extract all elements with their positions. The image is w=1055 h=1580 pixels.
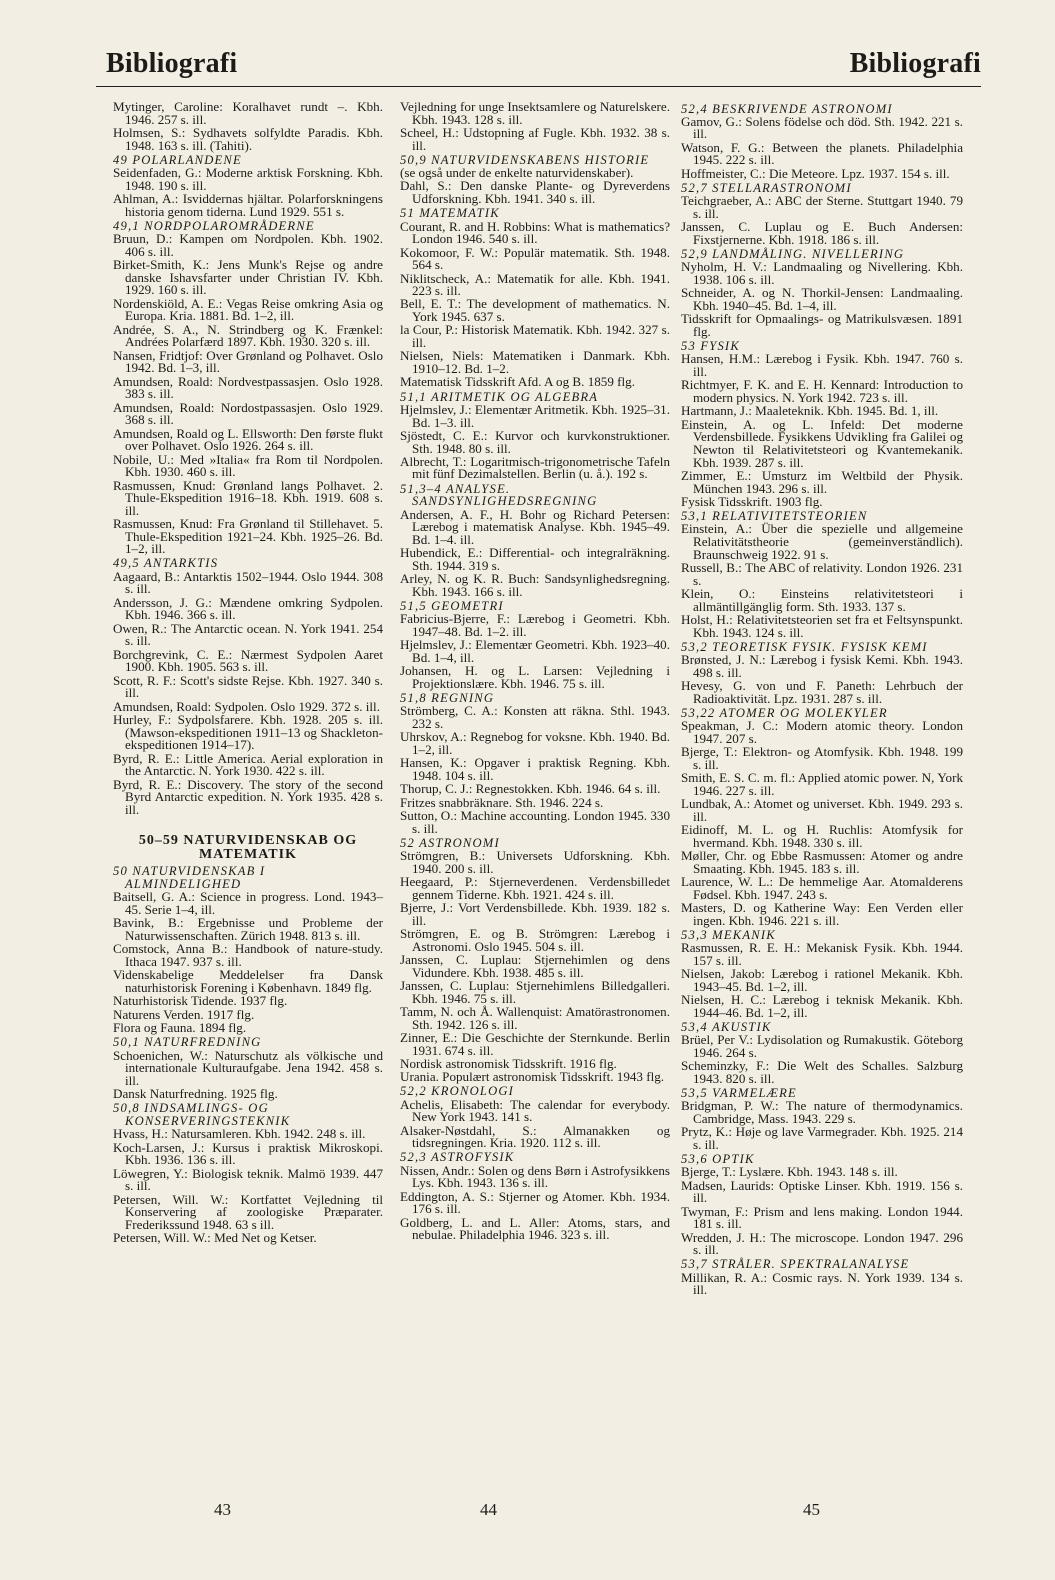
- bibliography-entry: Laurence, W. L.: De hemmelige Aar. Atomalderens Fødsel. Kbh. 1947. 243 s.: [681, 874, 963, 902]
- section-heading: 53,22 ATOMER OG MOLEKYLER: [681, 705, 888, 720]
- bibliography-entry: Einstein, A.: Über die spezielle und allgemeine Relativitätstheorie (gemeinverständlich). Braunschweig 1922. 91 s.: [681, 521, 963, 562]
- bibliography-entry: Arley, N. og K. R. Buch: Sandsynlighedsregning. Kbh. 1943. 166 s. ill.: [400, 571, 670, 599]
- bibliography-entry: Hansen, K.: Opgaver i praktisk Regning. Kbh. 1948. 104 s. ill.: [400, 755, 670, 783]
- bibliography-entry: Hartmann, J.: Maaleteknik. Kbh. 1945. Bd. 1, ill.: [681, 403, 939, 419]
- bibliography-entry: Strömberg, C. A.: Konsten att räkna. Sthl. 1943. 232 s.: [400, 703, 670, 731]
- bibliography-entry: Bell, E. T.: The development of mathematics. N. York 1945. 637 s.: [400, 296, 670, 325]
- bibliography-entry: Scheminzky, F.: Die Welt des Schalles. Salzburg 1943. 820 s. ill.: [681, 1058, 963, 1086]
- bibliography-entry: Vejledning for unge Insektsamlere og Naturelskere. Kbh. 1943. 128 s. ill.: [400, 99, 670, 127]
- header-title-right: Bibliografi: [849, 48, 981, 79]
- bibliography-entry: Andersen, A. F., H. Bohr og Richard Petersen: Lærebog i matematisk Analyse. Kbh. 1945–49. Bd. 1–4. ill.: [400, 506, 670, 547]
- bibliography-entry: Nielsen, H. C.: Lærebog i teknisk Mekanik. Kbh. 1944–46. Bd. 1–2, ill.: [681, 992, 963, 1020]
- bibliography-entry: Nissen, Andr.: Solen og dens Børn i Astrofysikkens Lys. Kbh. 1943. 136 s. ill.: [400, 1162, 670, 1191]
- section-heading: 51,3–4 ANALYSE. SANDSYNLIGHEDSREGNING: [400, 481, 598, 509]
- bibliography-entry: Bruun, D.: Kampen om Nordpolen. Kbh. 1902. 406 s. ill.: [113, 231, 383, 259]
- bibliography-entry: Nobile, U.: Med »Italia« fra Rom til Nordpolen. Kbh. 1930. 460 s. ill.: [113, 451, 383, 480]
- bibliography-entry: Heegaard, P.: Stjerneverdenen. Verdensbilledet gennem Tiderne. Kbh. 1921. 424 s. ill.: [400, 874, 670, 902]
- bibliography-entry: Madsen, Laurids: Optiske Linser. Kbh. 1919. 156 s. ill.: [681, 1177, 963, 1206]
- section-heading: 51,1 ARITMETIK OG ALGEBRA: [400, 389, 599, 404]
- section-heading: 53,2 TEORETISK FYSIK. FYSISK KEMI: [681, 639, 928, 654]
- section-heading: 52,9 LANDMÅLING. NIVELLERING: [681, 247, 905, 262]
- section-heading: 53 FYSIK: [681, 339, 740, 354]
- bibliography-entry: Amundsen, Roald: Sydpolen. Oslo 1929. 372 s. ill.: [113, 698, 380, 714]
- bibliography-entry: Alsaker-Nøstdahl, S.: Almanakken og tidsregningen. Kria. 1920. 112 s. ill.: [400, 1122, 670, 1151]
- bibliography-entry: Sutton, O.: Machine accounting. London 1945. 330 s. ill.: [400, 807, 670, 836]
- bibliography-entry: Hjelmslev, J.: Elementær Aritmetik. Kbh. 1925–31. Bd. 1–3. ill.: [400, 401, 670, 430]
- section-heading: 53,6 OPTIK: [681, 1151, 755, 1166]
- bibliography-entry: Fritzes snabbräknare. Sth. 1946. 224 s.: [400, 794, 604, 810]
- bibliography-entry: Owen, R.: The Antarctic ocean. N. York 1941. 254 s. ill.: [113, 620, 383, 649]
- section-heading: 53,3 MEKANIK: [681, 927, 776, 942]
- bibliography-entry: Bjerre, J.: Vort Verdensbillede. Kbh. 1939. 182 s. ill.: [400, 900, 670, 928]
- section-heading: 53,5 VARMELÆRE: [681, 1085, 797, 1100]
- bibliography-entry: Russell, B.: The ABC of relativity. London 1926. 231 s.: [681, 560, 963, 588]
- bibliography-entry: Smith, E. S. C. m. fl.: Applied atomic power. N, York 1946. 227 s. ill.: [681, 770, 963, 798]
- bibliography-entry: (se også under de enkelte naturvidenskaber).: [400, 165, 634, 181]
- section-heading: 50,1 NATURFREDNING: [113, 1035, 262, 1050]
- bibliography-entry: Amundsen, Roald: Nordvestpassasjen. Oslo 1928. 383 s. ill.: [113, 373, 383, 402]
- bibliography-entry: Nordenskiöld, A. E.: Vegas Reise omkring Asia og Europa. Kria. 1881. Bd. 1–2, ill.: [113, 295, 383, 324]
- section-heading: 49,5 ANTARKTIS: [113, 556, 219, 571]
- section-heading: 49 POLARLANDENE: [113, 152, 242, 167]
- section-heading: 50 NATURVIDENSKAB I ALMINDELIGHED: [113, 864, 266, 892]
- bibliography-entry: la Cour, P.: Historisk Matematik. Kbh. 1942. 327 s. ill.: [400, 322, 670, 351]
- bibliography-entry: Naturens Verden. 1917 flg.: [113, 1006, 255, 1022]
- bibliography-entry: Albrecht, T.: Logaritmisch-trigonometrische Tafeln mit fünf Dezimalstellen. Berlin (u. å.). 192 s.: [400, 453, 670, 482]
- bibliography-entry: Masters, D. og Katherine Way: Een Verden eller ingen. Kbh. 1946. 221 s. ill.: [681, 900, 963, 928]
- bibliography-entry: Lundbak, A.: Atomet og universet. Kbh. 1949. 293 s. ill.: [681, 796, 963, 824]
- bibliography-entry: Speakman, J. C.: Modern atomic theory. London 1947. 207 s.: [681, 718, 963, 746]
- bibliography-entry: Schneider, A. og N. Thorkil-Jensen: Landmaaling. Kbh. 1940–45. Bd. 1–4, ill.: [681, 285, 963, 313]
- bibliography-entry: Hvass, H.: Natursamleren. Kbh. 1942. 248 s. ill.: [113, 1126, 366, 1142]
- bibliography-entry: Rasmussen, Knud: Fra Grønland til Stillehavet. 5. Thule-Ekspedition 1921–24. Kbh. 1925–26. Bd. 1–2, ill.: [113, 516, 383, 557]
- bibliography-entry: Dansk Naturfredning. 1925 flg.: [113, 1086, 278, 1102]
- bibliography-entry: Hurley, F.: Sydpolsfarere. Kbh. 1928. 205 s. ill. (Mawson-ekspeditionen 1911–13 og Shackleton-ekspeditionen 1914–17).: [113, 712, 383, 753]
- bibliography-entry: Löwegren, Y.: Biologisk teknik. Malmö 1939. 447 s. ill.: [113, 1165, 383, 1194]
- bibliography-entry: Scott, R. F.: Scott's sidste Rejse. Kbh. 1927. 340 s. ill.: [113, 672, 383, 701]
- section-heading: 52,3 ASTROFYSIK: [400, 1150, 515, 1165]
- page-header: [96, 42, 981, 87]
- bibliography-entry: Borchgrevink, C. E.: Nærmest Sydpolen Aaret 1900. Kbh. 1905. 563 s. ill.: [113, 646, 383, 675]
- bibliography-entry: Rasmussen, R. E. H.: Mekanisk Fysik. Kbh. 1944. 157 s. ill.: [681, 940, 963, 968]
- column-1: [113, 101, 383, 1246]
- bibliography-entry: Hubendick, E.: Differential- och integralräkning. Sth. 1944. 319 s.: [400, 545, 670, 573]
- bibliography-entry: Hoffmeister, C.: Die Meteore. Lpz. 1937. 154 s. ill.: [681, 165, 950, 181]
- bibliography-entry: Niklitscheck, A.: Matematik for alle. Kbh. 1941. 223 s. ill.: [400, 270, 670, 299]
- bibliography-entry: Schoenichen, W.: Naturschutz als völkische und internationale Kulturaufgabe. Jena 1942. 458 s. ill.: [113, 1047, 383, 1088]
- bibliography-entry: Brüel, Per V.: Lydisolation og Rumakustik. Göteborg 1946. 264 s.: [681, 1032, 963, 1060]
- bibliography-entry: Bridgman, P. W.: The nature of thermodynamics. Cambridge, Mass. 1943. 229 s.: [681, 1098, 963, 1126]
- bibliography-entry: Møller, Chr. og Ebbe Rasmussen: Atomer og andre Smaating. Kbh. 1945. 183 s. ill.: [681, 848, 963, 876]
- bibliography-entry: Hevesy, G. von und F. Paneth: Lehrbuch der Radioaktivität. Lpz. 1931. 287 s. ill.: [681, 678, 963, 706]
- bibliography-entry: Zimmer, E.: Umsturz im Weltbild der Physik. München 1943. 296 s. ill.: [681, 467, 963, 496]
- bibliography-entry: Petersen, Will. W.: Med Net og Ketser.: [113, 1230, 317, 1246]
- bibliography-entry: Fysisk Tidsskrift. 1903 flg.: [681, 493, 823, 509]
- bibliography-entry: Janssen, C. Luplau: Stjernehimlen og dens Vidundere. Kbh. 1938. 485 s. ill.: [400, 952, 670, 980]
- bibliography-entry: Nielsen, Jakob: Lærebog i rationel Mekanik. Kbh. 1943–45. Bd. 1–2, ill.: [681, 966, 963, 994]
- bibliography-entry: Johansen, H. og L. Larsen: Vejledning i Projektionslære. Kbh. 1946. 75 s. ill.: [400, 663, 670, 691]
- bibliography-entry: Nielsen, Niels: Matematiken i Danmark. Kbh. 1910–12. Bd. 1–2.: [400, 348, 670, 377]
- bibliography-entry: Klein, O.: Einsteins relativitetsteori i allmäntillgänglig form. Sth. 1933. 137 s.: [681, 586, 963, 614]
- page-number-44: 44: [480, 1500, 497, 1519]
- section-heading: 53,4 AKUSTIK: [681, 1019, 772, 1034]
- bibliography-entry: Hjelmslev, J.: Elementær Geometri. Kbh. 1923–40. Bd. 1–4, ill.: [400, 637, 670, 665]
- section-heading: 50,8 INDSAMLINGS- OG KONSERVERINGSTEKNIK: [113, 1101, 291, 1128]
- bibliography-entry: Thorup, C. J.: Regnestokken. Kbh. 1946. 64 s. ill.: [400, 781, 661, 797]
- bibliography-entry: Aagaard, B.: Antarktis 1502–1944. Oslo 1944. 308 s. ill.: [113, 568, 383, 597]
- bibliography-entry: Nansen, Fridtjof: Over Grønland og Polhavet. Oslo 1942. Bd. 1–3, ill.: [113, 347, 383, 376]
- bibliography-entry: Teichgraeber, A.: ABC der Sterne. Stuttgart 1940. 79 s. ill.: [681, 193, 963, 221]
- bibliography-entry: Tidsskrift for Opmaalings- og Matrikulsvæsen. 1891 flg.: [681, 311, 963, 339]
- bibliography-entry: Holst, H.: Relativitetsteorien set fra et Feltsynspunkt. Kbh. 1943. 124 s. ill.: [681, 612, 963, 640]
- section-heading: 53,7 STRÅLER. SPEKTRALANALYSE: [681, 1257, 910, 1272]
- section-heading: 49,1 NORDPOLAROMRÅDERNE: [113, 218, 315, 233]
- bibliography-entry: Mytinger, Caroline: Koralhavet rundt –. Kbh. 1946. 257 s. ill.: [113, 99, 383, 127]
- bibliography-entry: Twyman, F.: Prism and lens making. London 1944. 181 s. ill.: [681, 1203, 963, 1232]
- section-heading: 53,1 RELATIVITETSTEORIEN: [681, 509, 868, 524]
- bibliography-entry: Brønsted, J. N.: Lærebog i fysisk Kemi. Kbh. 1943. 498 s. ill.: [681, 652, 963, 680]
- bibliography-entry: Rasmussen, Knud: Grønland langs Polhavet. 2. Thule-Ekspedition 1916–18. Kbh. 1919. 608 s. ill.: [113, 477, 383, 518]
- bibliography-entry: Uhrskov, A.: Regnebog for voksne. Kbh. 1940. Bd. 1–2, ill.: [400, 729, 670, 757]
- bibliography-entry: Videnskabelige Meddelelser fra Dansk naturhistorisk Forening i København. 1849 flg.: [113, 967, 383, 996]
- bibliography-entry: Bjerge, T.: Elektron- og Atomfysik. Kbh. 1948. 199 s. ill.: [681, 744, 963, 772]
- major-heading: 50–59 NATURVIDENSKAB OG MATEMATIK: [138, 833, 358, 863]
- page-number-45: 45: [803, 1500, 820, 1519]
- bibliography-entry: Wredden, J. H.: The microscope. London 1947. 296 s. ill.: [681, 1229, 963, 1258]
- bibliography-entry: Amundsen, Roald: Nordostpassasjen. Oslo 1929. 368 s. ill.: [113, 399, 383, 428]
- bibliography-entry: Zinner, E.: Die Geschichte der Sternkunde. Berlin 1931. 674 s. ill.: [400, 1029, 670, 1058]
- bibliography-entry: Richtmyer, F. K. and E. H. Kennard: Introduction to modern physics. N. York 1942. 723 s. ill.: [681, 377, 963, 406]
- bibliography-entry: Eidinoff, M. L. og H. Ruchlis: Atomfysik for hvermand. Kbh. 1948. 330 s. ill.: [681, 822, 963, 850]
- section-heading: 52,7 STELLARASTRONOMI: [681, 180, 852, 195]
- bibliography-entry: Strömgren, E. og B. Strömgren: Lærebog i Astronomi. Oslo 1945. 504 s. ill.: [400, 926, 670, 954]
- bibliography-entry: Janssen, C. Luplau: Stjernehimlens Billedgalleri. Kbh. 1946. 75 s. ill.: [400, 977, 670, 1006]
- bibliography-entry: Matematisk Tidsskrift Afd. A og B. 1859 flg.: [400, 374, 635, 390]
- bibliography-entry: Comstock, Anna B.: Handbook of nature-study. Ithaca 1947. 937 s. ill.: [113, 941, 383, 970]
- bibliography-entry: Eddington, A. S.: Stjerner og Atomer. Kbh. 1934. 176 s. ill.: [400, 1188, 670, 1217]
- bibliography-entry: Byrd, R. E.: Little America. Aerial exploration in the Antarctic. N. York 1930. 422 s. ill.: [113, 750, 383, 779]
- section-heading: 52 ASTRONOMI: [400, 835, 500, 850]
- bibliography-entry: Goldberg, L. and L. Aller: Atoms, stars, and nebulae. Philadelphia 1946. 323 s. ill.: [400, 1214, 670, 1243]
- bibliography-entry: Gamov, G.: Solens födelse och död. Sth. 1942. 221 s. ill.: [681, 113, 963, 142]
- section-heading: 51,5 GEOMETRI: [400, 598, 504, 613]
- bibliography-entry: Nyholm, H. V.: Landmaaling og Nivellering. Kbh. 1938. 106 s. ill.: [681, 259, 963, 287]
- bibliography-entry: Seidenfaden, G.: Moderne arktisk Forskning. Kbh. 1948. 190 s. ill.: [113, 165, 383, 193]
- section-heading: 51,8 REGNING: [400, 690, 495, 705]
- section-heading: 52,4 BESKRIVENDE ASTRONOMI: [681, 101, 893, 116]
- bibliography-entry: Birket-Smith, K.: Jens Munk's Rejse og andre danske Ishavsfarter under Christian IV. Kbh. 1929. 160 s. ill.: [113, 257, 383, 298]
- bibliography-entry: Kokomoor, F. W.: Populär matematik. Sth. 1948. 564 s.: [400, 244, 670, 273]
- header-title-left: Bibliografi: [106, 48, 238, 79]
- bibliography-entry: Millikan, R. A.: Cosmic rays. N. York 1939. 134 s. ill.: [681, 1269, 963, 1298]
- bibliography-entry: Prytz, K.: Høje og lave Varmegrader. Kbh. 1925. 214 s. ill.: [681, 1124, 963, 1152]
- section-heading: 50,9 NATURVIDENSKABENS HISTORIE: [400, 152, 650, 167]
- bibliography-entry: Andersson, J. G.: Mændene omkring Sydpolen. Kbh. 1946. 366 s. ill.: [113, 594, 383, 623]
- bibliography-entry: Amundsen, Roald og L. Ellsworth: Den første flukt over Polhavet. Oslo 1926. 264 s. ill.: [113, 425, 383, 454]
- bibliography-entry: Holmsen, S.: Sydhavets solfyldte Paradis. Kbh. 1948. 163 s. ill. (Tahiti).: [113, 124, 383, 153]
- bibliography-entry: Flora og Fauna. 1894 flg.: [113, 1020, 247, 1036]
- bibliography-entry: Einstein, A. og L. Infeld: Det moderne Verdensbillede. Fysikkens Udvikling fra Galilei og Newton til Relativitetsteori og Kvantemekanik. Kbh. 1939. 287 s. ill.: [681, 416, 963, 470]
- bibliography-entry: Sjöstedt, C. E.: Kurvor och kurvkonstruktioner. Sth. 1948. 80 s. ill.: [400, 427, 670, 456]
- bibliography-entry: Watson, F. G.: Between the planets. Philadelphia 1945. 222 s. ill.: [681, 139, 963, 168]
- bibliography-entry: Baitsell, G. A.: Science in progress. Lond. 1943–45. Serie 1–4, ill.: [113, 889, 383, 918]
- bibliography-entry: Fabricius-Bjerre, F.: Lærebog i Geometri. Kbh. 1947–48. Bd. 1–2. ill.: [400, 611, 670, 639]
- bibliography-entry: Tamm, N. och Å. Wallenquist: Amatörastronomen. Sth. 1942. 126 s. ill.: [400, 1003, 670, 1032]
- bibliography-entry: Dahl, S.: Den danske Plante- og Dyreverdens Udforskning. Kbh. 1941. 340 s. ill.: [400, 178, 670, 207]
- bibliography-entry: Courant, R. and H. Robbins: What is mathematics? London 1946. 540 s. ill.: [400, 218, 670, 247]
- bibliography-entry: Andrée, S. A., N. Strindberg og K. Frænkel: Andrées Polarfærd 1897. Kbh. 1930. 320 s. ill.: [113, 321, 383, 350]
- column-3: [681, 101, 963, 1298]
- bibliography-entry: Naturhistorisk Tidende. 1937 flg.: [113, 993, 288, 1009]
- bibliography-entry: Scheel, H.: Udstopning af Fugle. Kbh. 1932. 38 s. ill.: [400, 124, 670, 153]
- bibliography-entry: Ahlman, A.: Isviddernas hjältar. Polarforskningens historia genom tiderna. Lund 1929. 551 s.: [113, 191, 383, 219]
- page-number-43: 43: [214, 1500, 231, 1519]
- section-heading: 52,2 KRONOLOGI: [400, 1084, 515, 1099]
- bibliography-entry: Bavink, B.: Ergebnisse und Probleme der Naturwissenschaften. Zürich 1948. 813 s. ill.: [113, 915, 383, 944]
- bibliography-entry: Koch-Larsen, J.: Kursus i praktisk Mikroskopi. Kbh. 1936. 136 s. ill.: [113, 1139, 383, 1168]
- bibliography-entry: Strömgren, B.: Universets Udforskning. Kbh. 1940. 200 s. ill.: [400, 848, 670, 876]
- bibliography-entry: Urania. Populært astronomisk Tidsskrift. 1943 flg.: [400, 1069, 665, 1085]
- bibliography-entry: Janssen, C. Luplau og E. Buch Andersen: Fixstjernerne. Kbh. 1918. 186 s. ill.: [681, 219, 963, 247]
- bibliography-entry: Hansen, H.M.: Lærebog i Fysik. Kbh. 1947. 760 s. ill.: [681, 351, 963, 380]
- bibliography-entry: Achelis, Elisabeth: The calendar for everybody. New York 1943. 141 s.: [400, 1096, 670, 1125]
- bibliography-entry: Bjerge, T.: Lyslære. Kbh. 1943. 148 s. ill.: [681, 1164, 898, 1180]
- section-heading: 51 MATEMATIK: [400, 206, 500, 221]
- bibliography-entry: Petersen, Will. W.: Kortfattet Vejledning til Konservering af zoologiske Præparater. Frederikssund 1948. 63 s ill.: [113, 1191, 383, 1232]
- bibliography-entry: Byrd, R. E.: Discovery. The story of the second Byrd Antarctic expedition. N. York 1935. 428 s. ill.: [113, 776, 383, 817]
- column-2: [400, 101, 670, 1243]
- bibliography-entry: Nordisk astronomisk Tidsskrift. 1916 flg.: [400, 1055, 617, 1071]
